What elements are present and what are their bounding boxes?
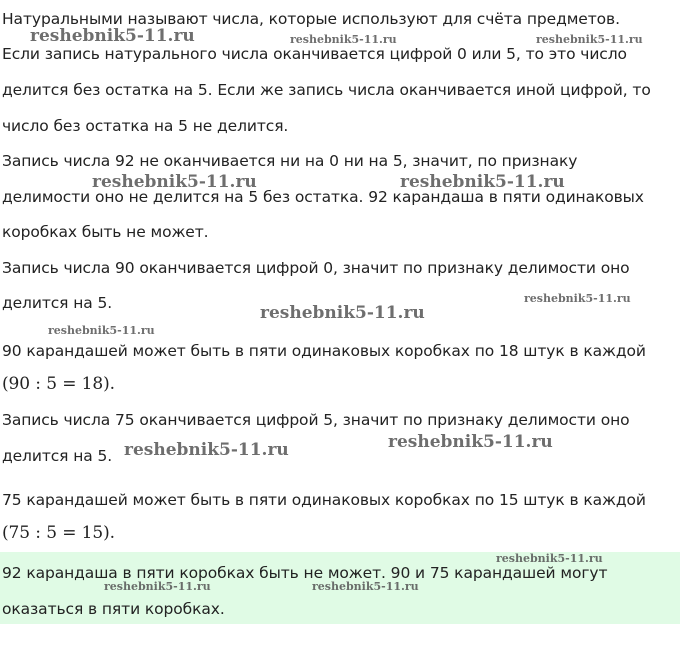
text-line: делимости оно не делится на 5 без остатка. 92 карандаша в пяти одинаковых [2,188,644,206]
text-line: делится на 5. [2,294,113,312]
watermark: reshebnik5-11.ru [496,552,603,565]
watermark: reshebnik5-11.ru [104,580,211,593]
text-line: Запись числа 75 оканчивается цифрой 5, значит по признаку делимости оно [2,411,630,429]
text-line: 90 карандашей может быть в пяти одинаковых коробках по 18 штук в каждой [2,342,646,360]
text-line: делится на 5. [2,447,113,465]
equation: (90 : 5 = 18). [2,374,115,394]
watermark: reshebnik5-11.ru [260,303,425,323]
watermark: reshebnik5-11.ru [124,440,289,460]
watermark: reshebnik5-11.ru [290,33,397,46]
watermark: reshebnik5-11.ru [48,324,155,337]
text-line: Запись числа 92 не оканчивается ни на 0 ни на 5, значит, по признаку [2,152,578,170]
answer-line: оказаться в пяти коробках. [2,600,225,618]
text-line: число без остатка на 5 не делится. [2,117,289,135]
watermark: reshebnik5-11.ru [388,432,553,452]
text-line: коробках быть не может. [2,223,209,241]
equation: (75 : 5 = 15). [2,523,115,543]
answer-line: 92 карандаша в пяти коробках быть не может. 90 и 75 карандашей могут [2,564,608,582]
watermark: reshebnik5-11.ru [400,172,565,192]
text-line: Запись числа 90 оканчивается цифрой 0, значит по признаку делимости оно [2,259,630,277]
watermark: reshebnik5-11.ru [536,33,643,46]
watermark: reshebnik5-11.ru [92,172,257,192]
watermark: reshebnik5-11.ru [30,26,195,46]
text-line: Если запись натурального числа оканчивается цифрой 0 или 5, то это число [2,45,627,63]
text-line: 75 карандашей может быть в пяти одинаковых коробках по 15 штук в каждой [2,491,646,509]
text-line: делится без остатка на 5. Если же запись числа оканчивается иной цифрой, то [2,81,651,99]
text-line: Натуральными называют числа, которые используют для счёта предметов. [2,10,620,28]
watermark: reshebnik5-11.ru [524,292,631,305]
watermark: reshebnik5-11.ru [312,580,419,593]
